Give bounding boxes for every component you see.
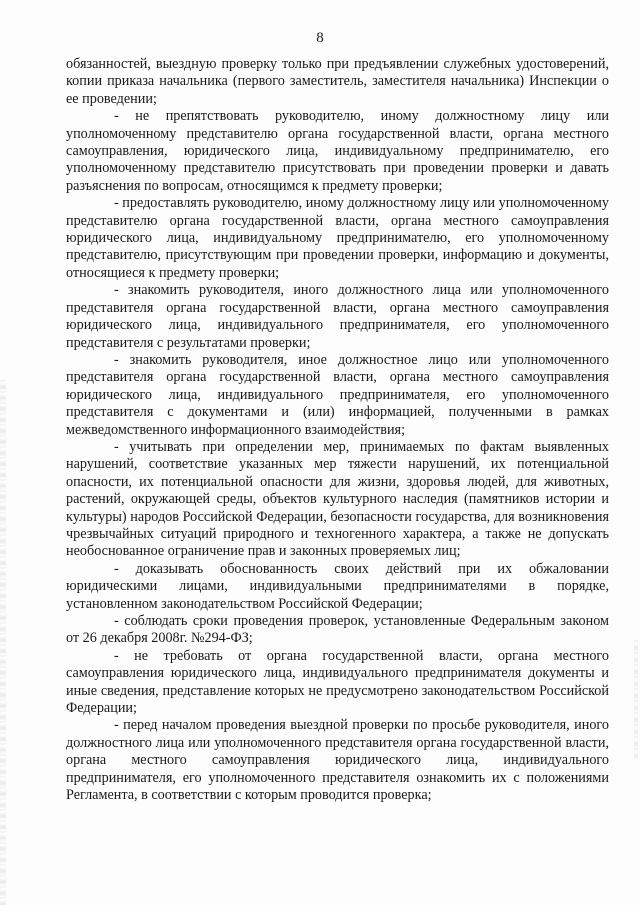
list-item: - знакомить руководителя, иного должностного лица или уполномоченного представителя органа государственной власти, органа местного самоуправления юридического лица, индивидуального предпринимателя, его уполномоченного представителя с результатами проверки;: [66, 282, 609, 351]
scan-artifact-left: [0, 380, 6, 905]
document-body: [66, 56, 609, 804]
list-item: - знакомить руководителя, иное должностное лицо или уполномоченного представителя органа государственной власти, органа местного самоуправления юридического лица, индивидуального предпринимателя, его уполномоченного представителя с документами и (или) информацией, полученными в рамках межведомственного информационного взаимодействия;: [66, 351, 609, 438]
list-item: - предоставлять руководителю, иному должностному лицу или уполномоченному представителю органа государственной власти, органа местного самоуправления юридического лица, индивидуальному предпринимателю, его уполномоченному представителю, присутствующим при проведении проверки, информацию и документы, относящиеся к предмету проверки;: [66, 195, 609, 281]
page-number: 8: [316, 30, 324, 46]
list-item: - перед началом проведения выездной проверки по просьбе руководителя, иного должностного лица или уполномоченного представителя органа государственной власти, органа местного самоуправления юридического лица, индивидуального предпринимателя, его уполномоченного представителя ознакомить их с положениями Регламента, в соответствии с которым проводится проверка;: [66, 717, 609, 804]
scan-artifact-right: [634, 640, 638, 760]
paragraph-continuation: обязанностей, выездную проверку только при предъявлении служебных удостоверений, копии приказа начальника (первого заместитель, заместителя начальника) Инспекции о ее проведении;: [66, 56, 609, 107]
list-item: - соблюдать сроки проведения проверок, установленные Федеральным законом от 26 декабря 2008г. №294-ФЗ;: [66, 613, 609, 647]
list-item: - учитывать при определении мер, принимаемых по фактам выявленных нарушений, соответствие указанных мер тяжести нарушений, их потенциальной опасности, их потенциальной опасности для жизни, здоровья людей, для животных, растений, окружающей среды, объектов культурного наследия (памятников истории и культуры) народов Российской Федерации, безопасности государства, для возникновения чрезвычайных ситуаций природного и техногенного характера, а также не допускать необоснованное ограничение прав и законных проверяемых лиц;: [66, 438, 609, 560]
list-item: - не требовать от органа государственной власти, органа местного самоуправления юридического лица, индивидуального предпринимателя документы и иные сведения, представление которых не предусмотрено законодательством Российской Федерации;: [66, 647, 609, 717]
list-item: - доказывать обоснованность своих действий при их обжаловании юридическими лицами, индивидуальными предпринимателями в порядке, установленном законодательством Российской Федерации;: [66, 560, 609, 612]
list-item: - не препятствовать руководителю, иному должностному лицу или уполномоченному представителю органа государственной власти, органа местного самоуправления, юридического лица, индивидуальному предпринимателю, его уполномоченному представителю присутствовать при проведении проверки и давать разъяснения по вопросам, относящимся к предмету проверки;: [66, 108, 609, 194]
